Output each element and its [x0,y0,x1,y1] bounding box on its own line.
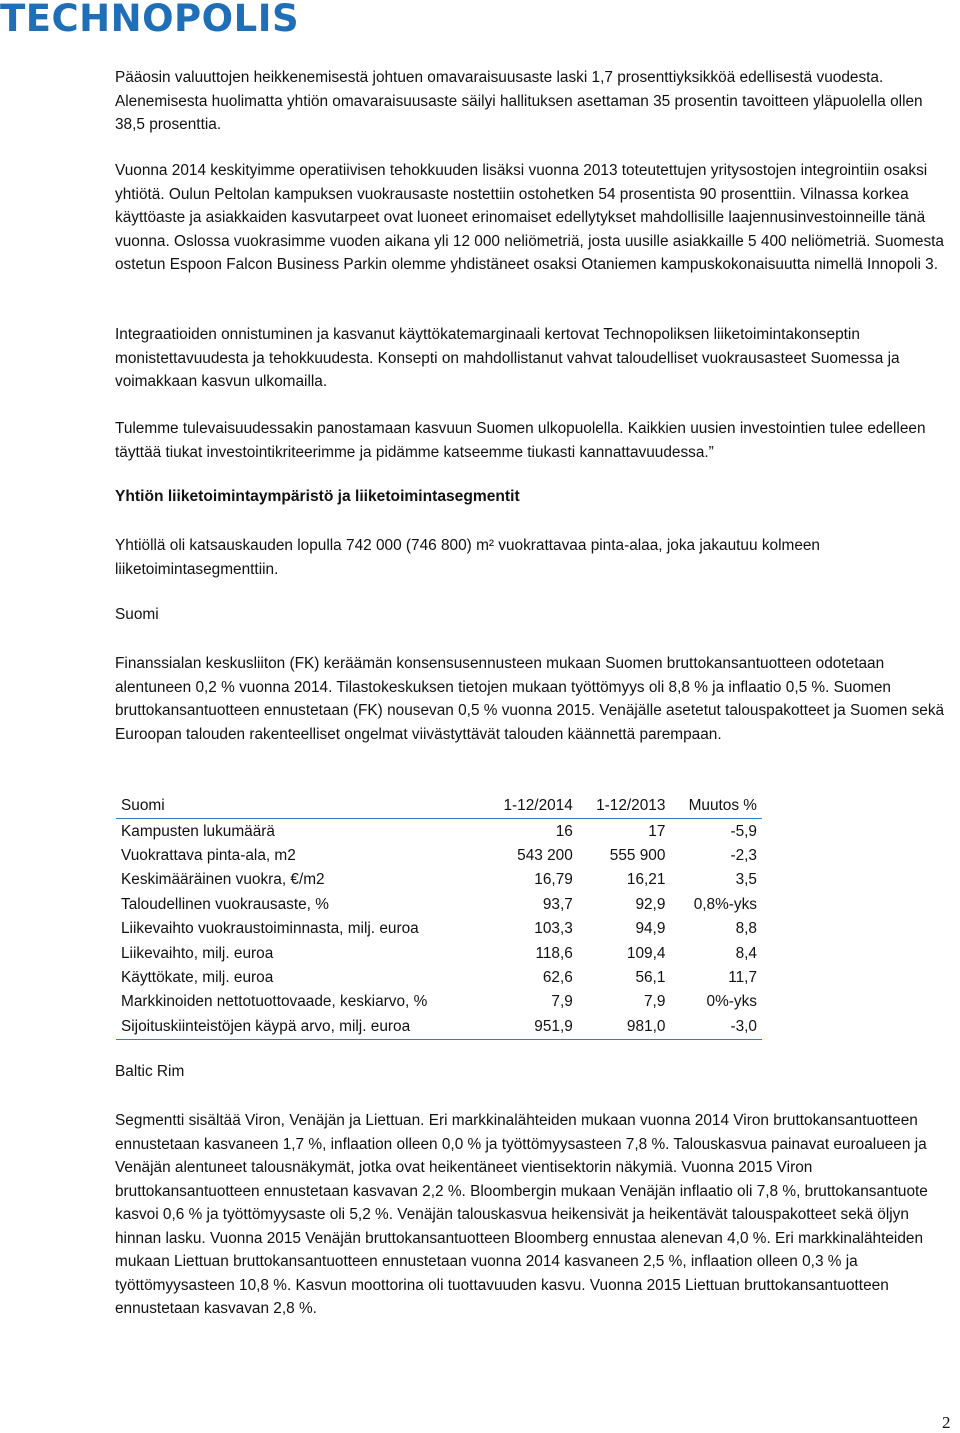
page-number: 2 [942,1413,951,1432]
table-cell: -2,3 [730,846,757,864]
table-row [116,990,762,1014]
table-cell: 11,7 [728,968,757,986]
table-cell: 0%-yks [706,993,757,1011]
table-cell: 7,9 [644,993,666,1011]
paragraph-equity-ratio: Pääosin valuuttojen heikkenemisestä johtuen omavaraisuusaste laski 1,7 prosenttiyksikköä edellisestä vuodesta. Alenemisesta huolimatta yhtiön omavaraisuusaste säilyi hallituksen asettaman 35 prosentin tavoitteen yläpuolella ollen 38,5 prosenttia. [115,69,923,133]
table-cell: 555 900 [609,846,666,864]
table-cell: 16,79 [534,871,573,889]
table-header: 1-12/2014 [503,797,573,815]
table-cell: 8,4 [735,944,757,962]
table-cell: 56,1 [635,968,666,986]
table-cell: -5,9 [730,822,757,840]
table-cell: 981,0 [626,1017,666,1035]
table-cell: 62,6 [542,968,573,986]
subheading-suomi: Suomi [115,606,159,623]
table-cell: 118,6 [535,944,573,962]
table-cell: 0,8%-yks [693,895,757,913]
paragraph-growth: Tulemme tulevaisuudessakin panostamaan kasvuun Suomen ulkopuolella. Kaikkien uusien investointien tulee edelleen täyttää tiukat investointikriteerimme ja pidämme katseemme tiukasti kannattavuudessa.” [115,420,926,461]
table-cell: 16 [555,822,573,840]
table-cell: 3,5 [735,871,757,889]
table-cell: Käyttökate, milj. euroa [121,968,274,986]
table-header: Suomi [121,797,165,815]
table-header: 1-12/2013 [596,797,666,815]
paragraph-concept: Integraatioiden onnistuminen ja kasvanut käyttökatemarginaali kertovat Technopoliksen liiketoimintakonseptin monistettavuudesta ja tehokkuudesta. Konsepti on mahdollistanut vahvat taloudelliset vuokrausasteet Suomessa ja voimakkaan kasvun ulkomailla. [115,326,900,390]
table-row [116,819,762,844]
table-cell: Markkinoiden nettotuottovaade, keskiarvo, % [121,993,428,1011]
table-cell: Kampusten lukumäärä [121,822,275,840]
table-cell: 951,9 [534,1017,573,1035]
table-row [116,893,762,917]
table-cell: 543 200 [517,846,573,864]
table-cell: 103,3 [534,920,573,938]
table-row [116,966,762,990]
table-cell: Liikevaihto vuokraustoiminnasta, milj. euroa [121,920,419,938]
table-row [116,917,762,941]
table-cell: Taloudellinen vuokrausaste, % [121,895,329,913]
table-cell: 7,9 [551,993,573,1011]
table-cell: 109,4 [626,944,666,962]
table-header-row [116,794,762,819]
table-cell: Liikevaihto, milj. euroa [121,944,274,962]
table-row [116,868,762,892]
subheading-baltic-rim: Baltic Rim [115,1063,185,1080]
table-row [116,844,762,868]
paragraph-baltic-economy: Segmentti sisältää Viron, Venäjän ja Liettuan. Eri markkinalähteiden mukaan vuonna 2014 Viron bruttokansantuotteen ennustetaan kasvaneen 1,7 %, inflaation olleen 0,0 % ja työttömyysasteen 7,8 %. Talouskasvua painavat euroalueen ja Venäjän alentuneet talousnäkymät, jotka ovat heikentäneet vientisektorin näkymiä. Vuonna 2015 Viron bruttokansantuotteen ennustetaan kasvavan 2,2 %. Bloombergin mukaan Venäjän inflaatio oli 7,8 %, bruttokansantuote kasvoi 0,6 % ja työttömyysaste oli 5,2 %. Venäjän talouskasvua heikensivät ja heikentävät talouspakotteet sekä öljyn hinnan lasku. Vuonna 2015 Venäjän bruttokansantuotteen Bloomberg ennustaa alenevan 4,0 %. Eri markkinalähteiden mukaan Liettuan bruttokansantuotteen ennustetaan vuonna 2014 kasvaneen 2,5 %, inflaation olleen 0,3 % ja työttömyysasteen 10,8 %. Kasvun moottorina oli tuottavuuden kasvu. Vuonna 2015 Liettuan bruttokansantuotteen ennustetaan kasvavan 2,8 %. [115,1112,928,1317]
table-cell: Sijoituskiinteistöjen käypä arvo, milj. euroa [121,1017,411,1035]
table-header: Muutos % [688,797,757,815]
section-heading: Yhtiön liiketoimintaympäristö ja liiketoimintasegmentit [115,488,520,505]
table-cell: 94,9 [635,920,666,938]
table-cell: 16,21 [626,871,666,889]
table-cell: 93,7 [542,895,573,913]
table-cell: 17 [648,822,666,840]
table-row [116,941,762,965]
table-cell: 92,9 [635,895,666,913]
technopolis-logo: TECHNOPOLIS [0,0,300,40]
paragraph-integration: Vuonna 2014 keskityimme operatiivisen tehokkuuden lisäksi vuonna 2013 toteutettujen yritysostojen integrointiin osaksi yhtiötä. Oulun Peltolan kampuksen vuokrausaste nostettiin ostohetken 54 prosentista 90 prosenttiin. Vilnassa korkea käyttöaste ja asiakkaiden kasvutarpeet ovat luoneet erinomaiset edellytykset mahdollisille laajennusinvestoinneille tänä vuonna. Oslossa vuokrasimme vuoden aikana yli 12 000 neliömetriä, josta uusille asiakkaille 5 400 neliömetriä. Suomesta ostetun Espoon Falcon Business Parkin olemme yhdistäneet osaksi Otaniemen kampuskokonaisuutta nimellä Innopoli 3. [115,162,944,273]
table-cell: 8,8 [735,920,757,938]
table-cell: -3,0 [730,1017,757,1035]
table-row [116,1015,762,1040]
table-cell: Keskimääräinen vuokra, €/m2 [121,871,325,889]
finland-kpi-table [116,794,762,1040]
table-cell: Vuokrattava pinta-ala, m2 [121,846,296,864]
paragraph-area: Yhtiöllä oli katsauskauden lopulla 742 000 (746 800) m² vuokrattavaa pinta-alaa, joka jakautuu kolmeen liiketoimintasegmenttiin. [115,537,820,578]
paragraph-finland-economy: Finanssialan keskusliiton (FK) keräämän konsensusennusteen mukaan Suomen bruttokansantuotteen odotetaan alentuneen 0,2 % vuonna 2014. Tilastokeskuksen tietojen mukaan työttömyys oli 8,8 % ja inflaatio 0,5 %. Suomen bruttokansantuotteen ennustetaan (FK) nousevan 0,5 % vuonna 2015. Venäjälle asetetut talouspakotteet ja Suomen sekä Euroopan talouden rakenteelliset ongelmat viivästyttävät talouden käännettä parempaan. [115,655,945,743]
